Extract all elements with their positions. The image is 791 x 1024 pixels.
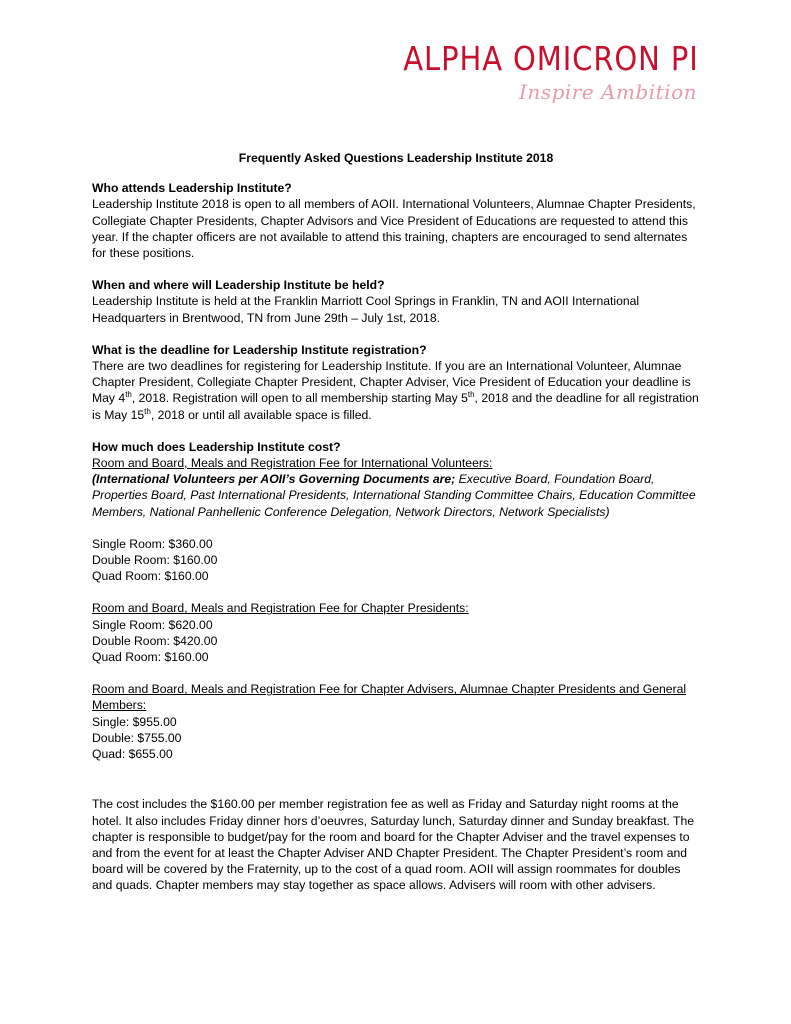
price-line: Quad Room: $160.00: [92, 569, 209, 584]
price-line: Double Room: $420.00: [92, 633, 218, 648]
answer-deadline: There are two deadlines for registering for Leadership Institute. If you are an International Volunteer, Alumnae Chapter President, Collegiate Chapter President, Chapter Adviser, Vice President of Education your deadline is May 4th, 2018. Registration will open to all membership starting May 5th, 2018 and the deadline for all registration is May 15th, 2018 or until all available space is filled.: [92, 359, 699, 422]
intl-volunteers-note: (International Volunteers per AOII’s Governing Documents are; Executive Board, Foundation Board, Properties Board, Past International Presidents, International Standing Committee Chairs, Education Committee Members, National Panhellenic Conference Delegation, Network Directors, Network Specialists): [92, 472, 696, 519]
document-title: Frequently Asked Questions Leadership Institute 2018: [238, 151, 554, 165]
intl-fee-heading: Room and Board, Meals and Registration Fee for International Volunteers:: [92, 456, 493, 471]
answer-when-where: Leadership Institute is held at the Franklin Marriott Cool Springs in Franklin, TN and AOII International Headquarters in Brentwood, TN from June 29th – July 1st, 2018.: [92, 294, 640, 325]
question-cost: How much does Leadership Institute cost?: [92, 439, 341, 454]
price-line: Single Room: $360.00: [92, 536, 213, 551]
price-line: Double: $755.00: [92, 730, 182, 745]
question-deadline: What is the deadline for Leadership Institute registration?: [92, 342, 427, 357]
question-when-where: When and where will Leadership Institute be held?: [92, 278, 385, 293]
answer-who-attends: Leadership Institute 2018 is open to all members of AOII. International Volunteers, Alumnae Chapter Presidents, Collegiate Chapter Presidents, Chapter Advisors and Vice President of Educations are requested to attend this year. If the chapter officers are not available to attend this training, chapters are encouraged to send alternates for these positions.: [92, 197, 696, 261]
question-who-attends: Who attends Leadership Institute?: [92, 181, 292, 196]
price-line: Quad Room: $160.00: [92, 650, 209, 665]
advisers-fee-heading: Room and Board, Meals and Registration Fee for Chapter Advisers, Alumnae Chapter Presidents and General Members:: [92, 682, 687, 713]
price-line: Single Room: $620.00: [92, 617, 213, 632]
price-line: Quad: $655.00: [92, 747, 173, 762]
price-line: Single: $955.00: [92, 714, 177, 729]
cost-details-paragraph: The cost includes the $160.00 per member registration fee as well as Friday and Saturday night rooms at the hotel. It also includes Friday dinner hors d’oeuvres, Saturday lunch, Saturday dinner and Sunday breakfast. The chapter is responsible to budget/pay for the room and board for the Chapter Adviser and the travel expenses to and from the event for at least the Chapter Adviser AND Chapter President. The Chapter President’s room and board will be covered by the Fraternity, up to the cost of a quad room. AOII will assign roommates for doubles and quads. Chapter members may stay together as space allows. Advisers will room with other advisers.: [92, 797, 695, 893]
price-line: Double Room: $160.00: [92, 553, 218, 568]
logo: [363, 40, 699, 104]
document-body: [92, 150, 700, 894]
logo-wordmark: ALPHA OMICRON PI: [403, 39, 699, 78]
logo-tagline: Inspire Ambition: [519, 80, 697, 104]
presidents-fee-heading: Room and Board, Meals and Registration Fee for Chapter Presidents:: [92, 601, 469, 616]
